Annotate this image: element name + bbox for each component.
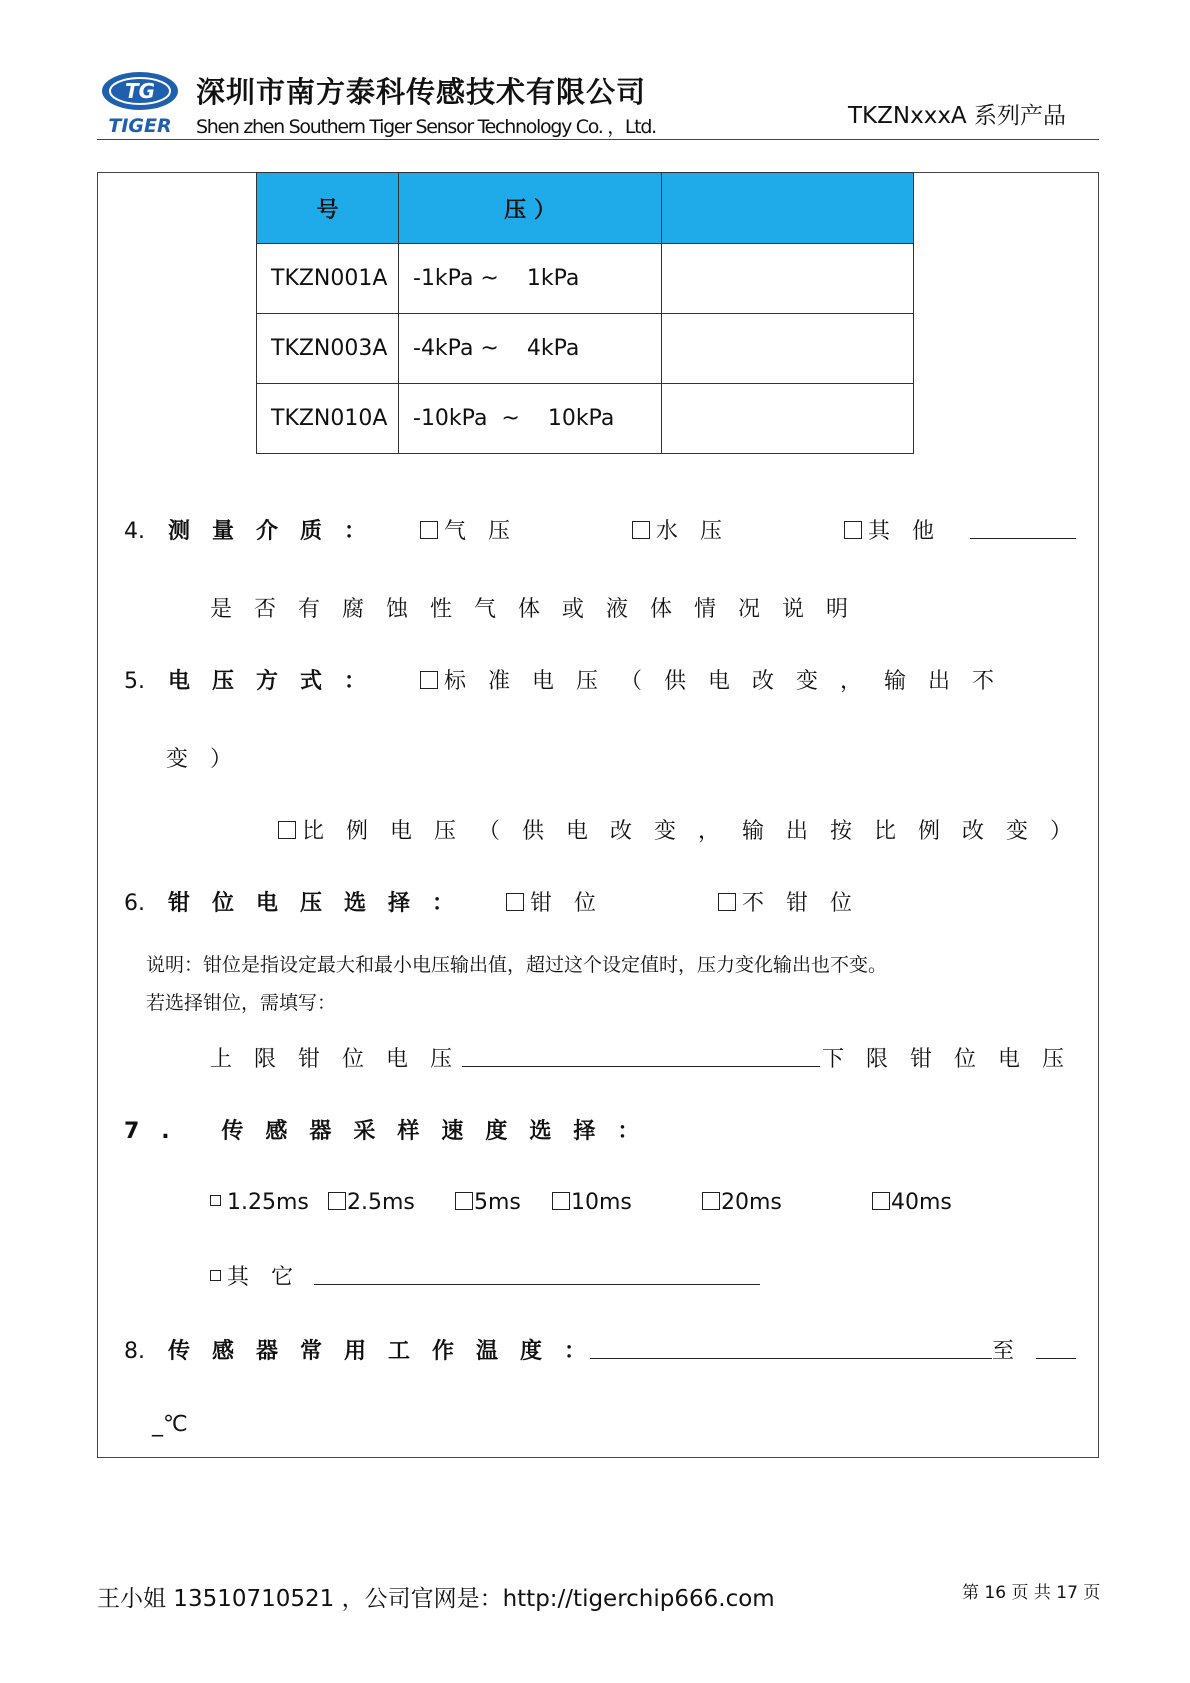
checkbox[interactable]: [718, 893, 736, 911]
q5-number: 5.: [124, 669, 145, 694]
q4-label: 测量介质：: [168, 519, 389, 544]
checkbox[interactable]: [420, 521, 438, 539]
q6-option-clamp[interactable]: 钳位: [506, 886, 618, 917]
model-range-table: [256, 172, 914, 454]
q6-label: 钳位电压选择：: [168, 891, 477, 916]
table-row: [257, 384, 914, 454]
q4-option-other[interactable]: 其他: [844, 514, 956, 545]
q8-min-blank[interactable]: [590, 1338, 992, 1359]
checkbox[interactable]: [328, 1192, 346, 1210]
q4-other-blank[interactable]: [970, 518, 1076, 539]
checkbox[interactable]: [702, 1192, 720, 1210]
q7-label: 7. 传感器采样速度选择：: [124, 1119, 662, 1144]
q8-max-blank[interactable]: [1036, 1338, 1076, 1359]
table-cell-empty: [662, 384, 914, 454]
page-number: 第 16 页 共 17 页: [962, 1583, 1101, 1603]
q5-option-standard[interactable]: 标准电压（供电改变，输出不: [420, 664, 1016, 695]
q6-number: 6.: [124, 891, 145, 916]
company-name-en: Shen zhen Southern Tiger Sensor Technology Co. ，Ltd.: [196, 116, 656, 138]
table-row: [257, 314, 914, 384]
svg-text:TG: TG: [124, 79, 156, 103]
q5-voltage-mode: [124, 664, 388, 695]
q4-number: 4.: [124, 519, 145, 544]
q6-upper-label: 上限钳位电压: [210, 1047, 475, 1072]
q8-to: 至: [992, 1339, 1015, 1364]
table-cell-range: -10kPa ~ 10kPa: [399, 384, 662, 454]
table-cell-model: TKZN003A: [257, 314, 399, 384]
q6-clamp: [124, 886, 476, 917]
q4-corrosion-note: 是否有腐蚀性气体或液体情况说明: [210, 597, 871, 622]
q7-option-6[interactable]: 40ms: [872, 1190, 952, 1215]
q7-option-4[interactable]: 10ms: [552, 1190, 632, 1215]
q7-option-2[interactable]: 2.5ms: [328, 1190, 415, 1215]
checkbox[interactable]: [844, 521, 862, 539]
tiger-logo: [100, 68, 188, 140]
q5-label: 电压方式：: [168, 669, 389, 694]
table-cell-range: -4kPa ~ 4kPa: [399, 314, 662, 384]
checkbox[interactable]: [552, 1192, 570, 1210]
checkbox[interactable]: [420, 671, 438, 689]
table-header-cell: 压 ）: [399, 173, 662, 244]
q6-explanation: 说明：钳位是指设定最大和最小电压输出值，超过这个设定值时，压力变化输出也不变。: [146, 954, 888, 976]
checkbox[interactable]: [455, 1192, 473, 1210]
checkbox[interactable]: [210, 1195, 221, 1206]
q8-unit: _℃: [152, 1412, 188, 1437]
table-cell-range: -1kPa ~ 1kPa: [399, 244, 662, 314]
q8-number: 8.: [124, 1339, 145, 1364]
q7-option-other[interactable]: 其它: [210, 1260, 315, 1291]
q6-lower-label: 下限钳位电压: [822, 1047, 1087, 1072]
table-header-row: [257, 173, 914, 244]
table-cell-model: TKZN001A: [257, 244, 399, 314]
header-divider: [97, 139, 1099, 140]
checkbox[interactable]: [210, 1270, 221, 1281]
q6-fill-note: 若选择钳位，需填写：: [146, 992, 337, 1014]
footer-contact: 王小姐 13510710521 ，公司官网是：http://tigerchip666.com: [97, 1586, 775, 1612]
checkbox[interactable]: [506, 893, 524, 911]
svg-text:TIGER: TIGER: [108, 115, 172, 137]
company-name-cn: 深圳市南方泰科传感技术有限公司: [196, 75, 647, 109]
checkbox[interactable]: [278, 821, 296, 839]
q7-option-1[interactable]: 1.25ms: [210, 1190, 309, 1215]
q7-other-blank[interactable]: [314, 1264, 760, 1285]
table-header-cell: [662, 173, 914, 244]
q8-label: 传感器常用工作温度：: [168, 1339, 609, 1364]
q7-option-3[interactable]: 5ms: [455, 1190, 521, 1215]
q7-option-5[interactable]: 20ms: [702, 1190, 782, 1215]
q8-temperature: [124, 1334, 608, 1365]
checkbox[interactable]: [872, 1192, 890, 1210]
q4-option-gas[interactable]: 气压: [420, 514, 532, 545]
q4-option-water[interactable]: 水压: [632, 514, 744, 545]
q5-option-standard-cont: 变）: [166, 747, 255, 772]
q4-medium: [124, 514, 388, 545]
q6-option-noclamp[interactable]: 不钳位: [718, 886, 874, 917]
q5-option-ratio[interactable]: 比例电压（供电改变，输出按比例改变）: [278, 814, 1094, 845]
q6-upper-blank[interactable]: [462, 1046, 820, 1067]
checkbox[interactable]: [632, 521, 650, 539]
table-cell-empty: [662, 244, 914, 314]
product-series: TKZNxxxA 系列产品: [848, 103, 1066, 129]
table-cell-empty: [662, 314, 914, 384]
table-header-cell: 号: [257, 173, 399, 244]
table-row: [257, 244, 914, 314]
table-cell-model: TKZN010A: [257, 384, 399, 454]
